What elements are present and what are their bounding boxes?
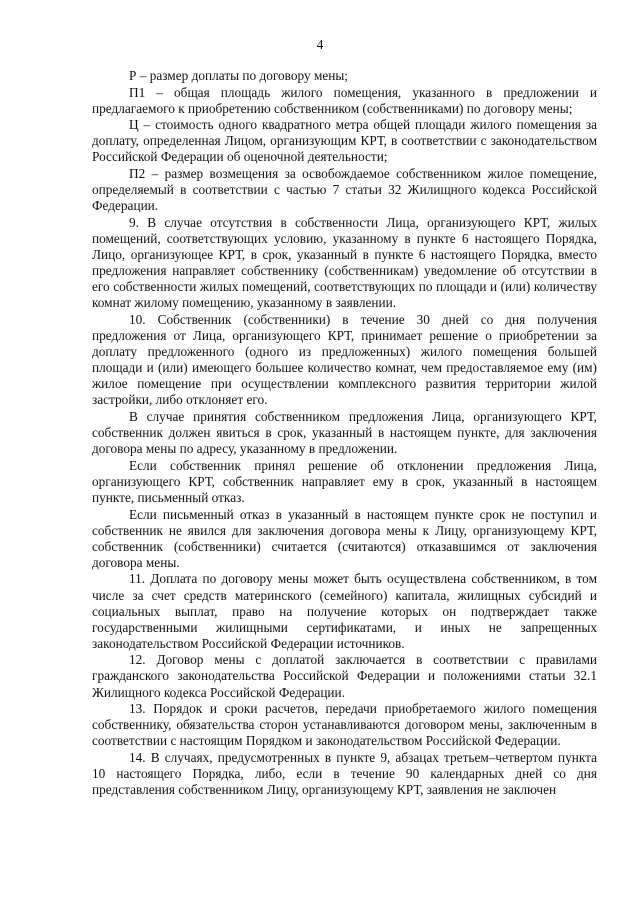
page-number: 4 [316, 37, 324, 52]
definition-p1: П1 – общая площадь жилого помещения, указанного в предложении и предлагаемого к приобретению собственником (собственниками) по договору мены; [92, 84, 597, 116]
clause-11: 11. Доплата по договору мены может быть осуществлена собственником, в том числе за счет средств материнского (семейного) капитала, жилищных субсидий и социальных выплат, право на получение которых он подтверждает также государственными жилищными сертификатами, и иных не запрещенных законодательством Российской Федерации источников. [92, 571, 597, 651]
definition-p2: П2 – размер возмещения за освобождаемое собственником жилое помещение, определяемый в соответствии с частью 7 статьи 32 Жилищного кодекса Российской Федерации. [92, 166, 597, 214]
clause-10-acceptance: В случае принятия собственником предложения Лица, организующего КРТ, собственник должен явиться в срок, указанный в настоящем пункте, для заключения договора мены по адресу, указанному в предложении. [92, 408, 597, 457]
clause-14: 14. В случаях, предусмотренных в пункте 9, абзацах третьем–четвертом пункта 10 настоящего Порядка, либо, если в течение 90 календарных дней со дня представления собственником Лицу, организующему КРТ, заявления не заключен [92, 749, 597, 798]
clause-13: 13. Порядок и сроки расчетов, передачи приобретаемого жилого помещения собственнику, обязательства сторон устанавливаются договором мены, заключенным в соответствии с настоящим Порядком и законодательством Российской Федерации. [92, 701, 597, 749]
definition-c: Ц – стоимость одного квадратного метра общей площади жилого помещения за доплату, определенная Лицом, организующим КРТ, в соответствии с законодательством Российской Федерации об оценочной деятельности; [92, 117, 597, 165]
clause-10: 10. Собственник (собственники) в течение 30 дней со дня получения предложения от Лица, организующего КРТ, принимает решение о приобретении за доплату предложенного (одного из предложенных) жилого помещения большей площади и (или) имеющего большее количество комнат, чем предоставляемое ему (им) жилое помещение при осуществлении комплексного развития территории жилой застройки, либо отклоняет его. [92, 311, 597, 408]
clause-12: 12. Договор мены с доплатой заключается в соответствии с правилами гражданского законодательства Российской Федерации и положениями статьи 32.1 Жилищного кодекса Российской Федерации. [92, 652, 597, 700]
clause-10-no-response: Если письменный отказ в указанный в настоящем пункте срок не поступил и собственник не явился для заключения договора мены к Лицу, организующему КРТ, собственник (собственники) считается (считаются) отказавшимся от заключения договора мены. [92, 506, 597, 570]
document-body [92, 68, 597, 799]
clause-9: 9. В случае отсутствия в собственности Лица, организующего КРТ, жилых помещений, соответствующих условию, указанному в пункте 6 настоящего Порядка, Лицо, организующее КРТ, в срок, указанный в пункте 6 настоящего Порядка, вместо предложения направляет собственнику (собственникам) уведомление об отсутствии в его собственности жилых помещений, соответствующих по площади и (или) количеству комнат жилому помещению, указанному в заявлении. [92, 214, 597, 311]
definition-p: Р – размер доплаты по договору мены; [129, 68, 349, 83]
clause-10-rejection: Если собственник принял решение об отклонении предложения Лица, организующего КРТ, собственник направляет ему в срок, указанный в настоящем пункте, письменный отказ. [92, 457, 597, 505]
